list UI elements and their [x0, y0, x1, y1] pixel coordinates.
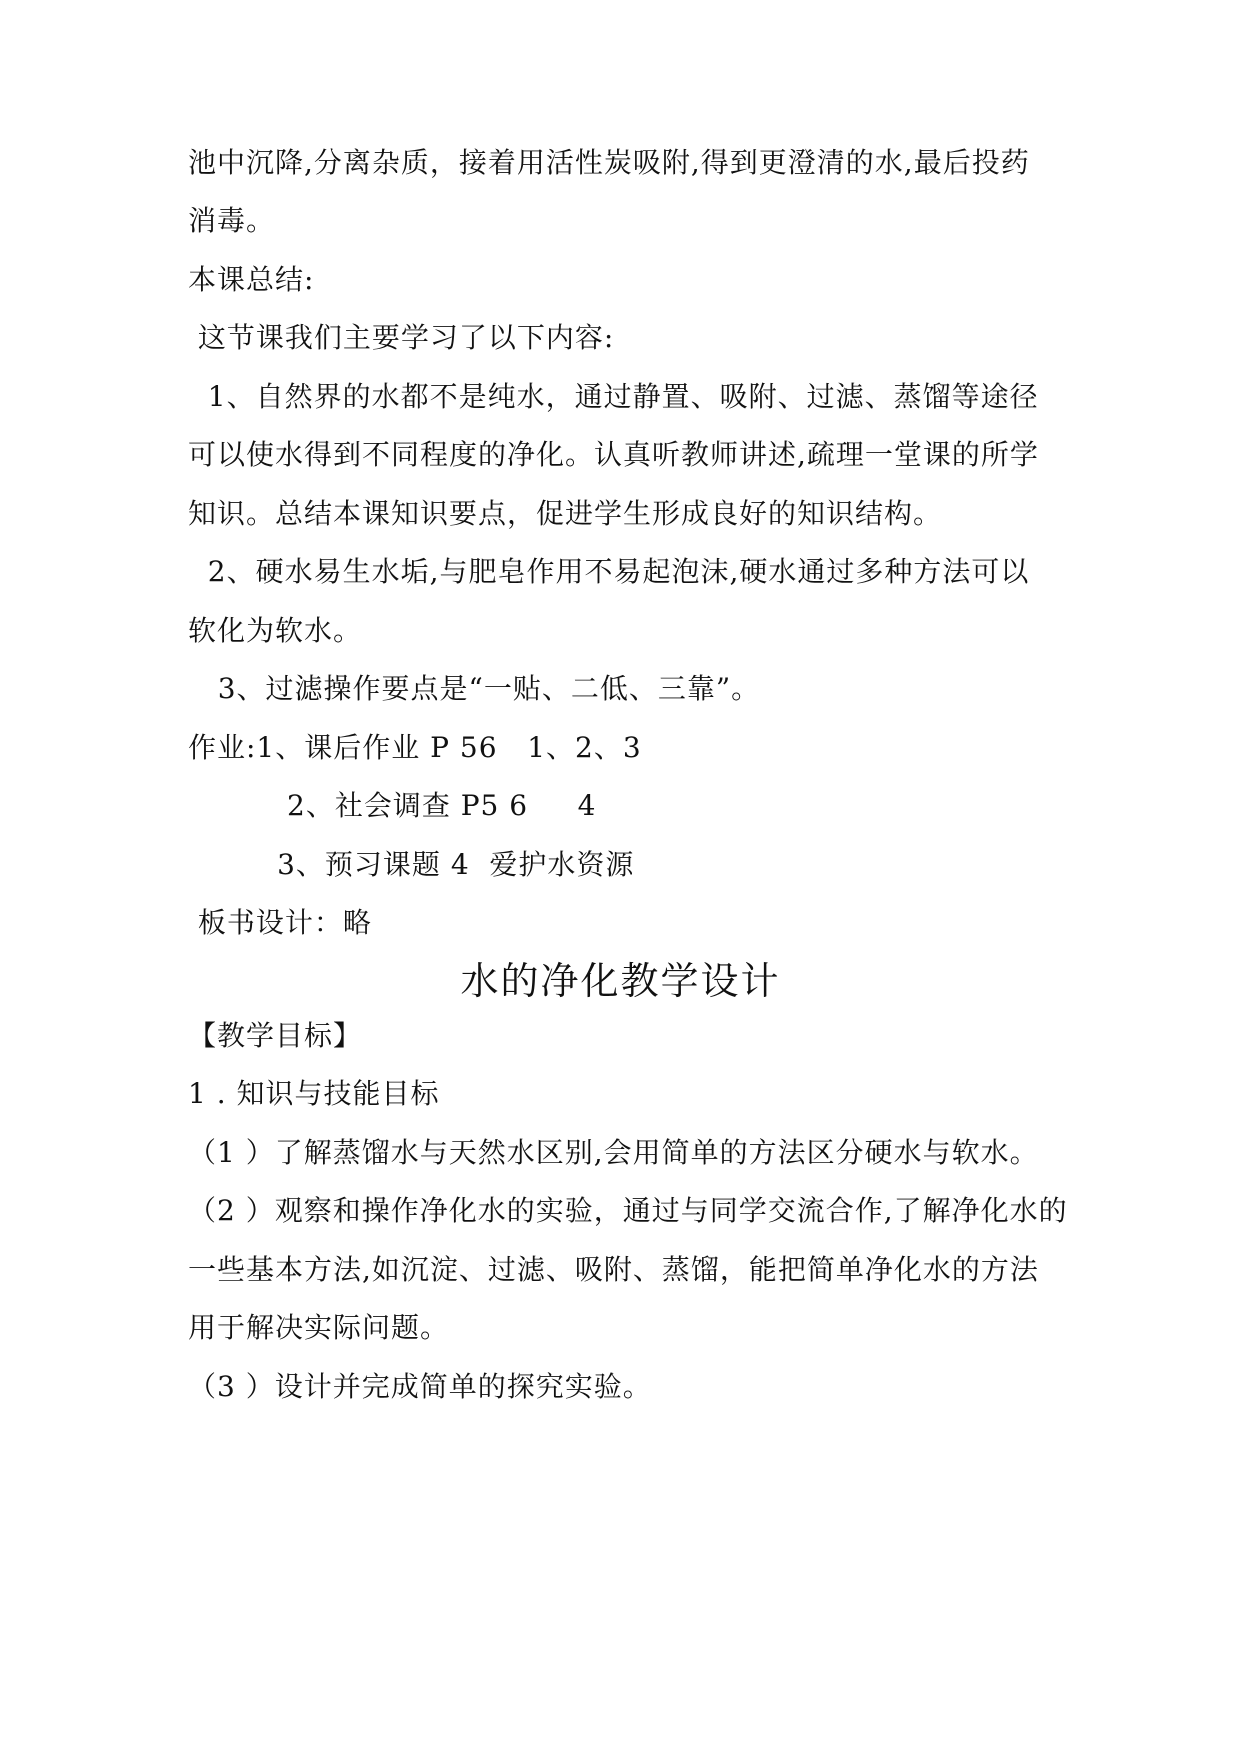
paragraph-line: 池中沉降,分离杂质，接着用活性炭吸附,得到更澄清的水,最后投药 — [188, 146, 1030, 179]
summary-item-2: 2、硬水易生水垢,与肥皂作用不易起泡沫,硬水通过多种方法可以 — [188, 555, 1030, 588]
board-design-line: 板书设计：略 — [188, 906, 372, 939]
summary-heading: 本课总结: — [188, 263, 315, 296]
objective-line: （2 ）观察和操作净化水的实验，通过与同学交流合作,了解净化水的 — [188, 1194, 1068, 1227]
paragraph-line: 这节课我们主要学习了以下内容: — [188, 321, 615, 354]
homework-line: 3、预习课题 4 爱护水资源 — [188, 848, 635, 881]
objective-line: 用于解决实际问题。 — [188, 1311, 450, 1344]
subsection-heading: 1 . 知识与技能目标 — [188, 1077, 440, 1110]
document-title: 水的净化教学设计 — [460, 959, 781, 1003]
objective-line: 一些基本方法,如沉淀、过滤、吸附、蒸馏，能把简单净化水的方法 — [188, 1253, 1039, 1286]
homework-line: 2、社会调查 P5 6 4 — [188, 789, 597, 822]
paragraph-line: 消毒。 — [188, 204, 276, 237]
paragraph-line: 软化为软水。 — [188, 614, 363, 647]
objective-line: （3 ）设计并完成简单的探究实验。 — [188, 1370, 652, 1403]
summary-item-3: 3、过滤操作要点是“一贴、二低、三靠”。 — [188, 672, 761, 705]
objective-line: （1 ）了解蒸馏水与天然水区别,会用简单的方法区分硬水与软水。 — [188, 1136, 1039, 1169]
homework-line: 作业:1、课后作业 P 56 1、2、3 — [188, 731, 642, 764]
section-heading: 【教学目标】 — [188, 1019, 363, 1052]
summary-item-1: 1、自然界的水都不是纯水，通过静置、吸附、过滤、蒸馏等途径 — [188, 380, 1039, 413]
paragraph-line: 可以使水得到不同程度的净化。认真听教师讲述,疏理一堂课的所学 — [188, 438, 1039, 471]
paragraph-line: 知识。总结本课知识要点，促进学生形成良好的知识结构。 — [188, 497, 943, 530]
